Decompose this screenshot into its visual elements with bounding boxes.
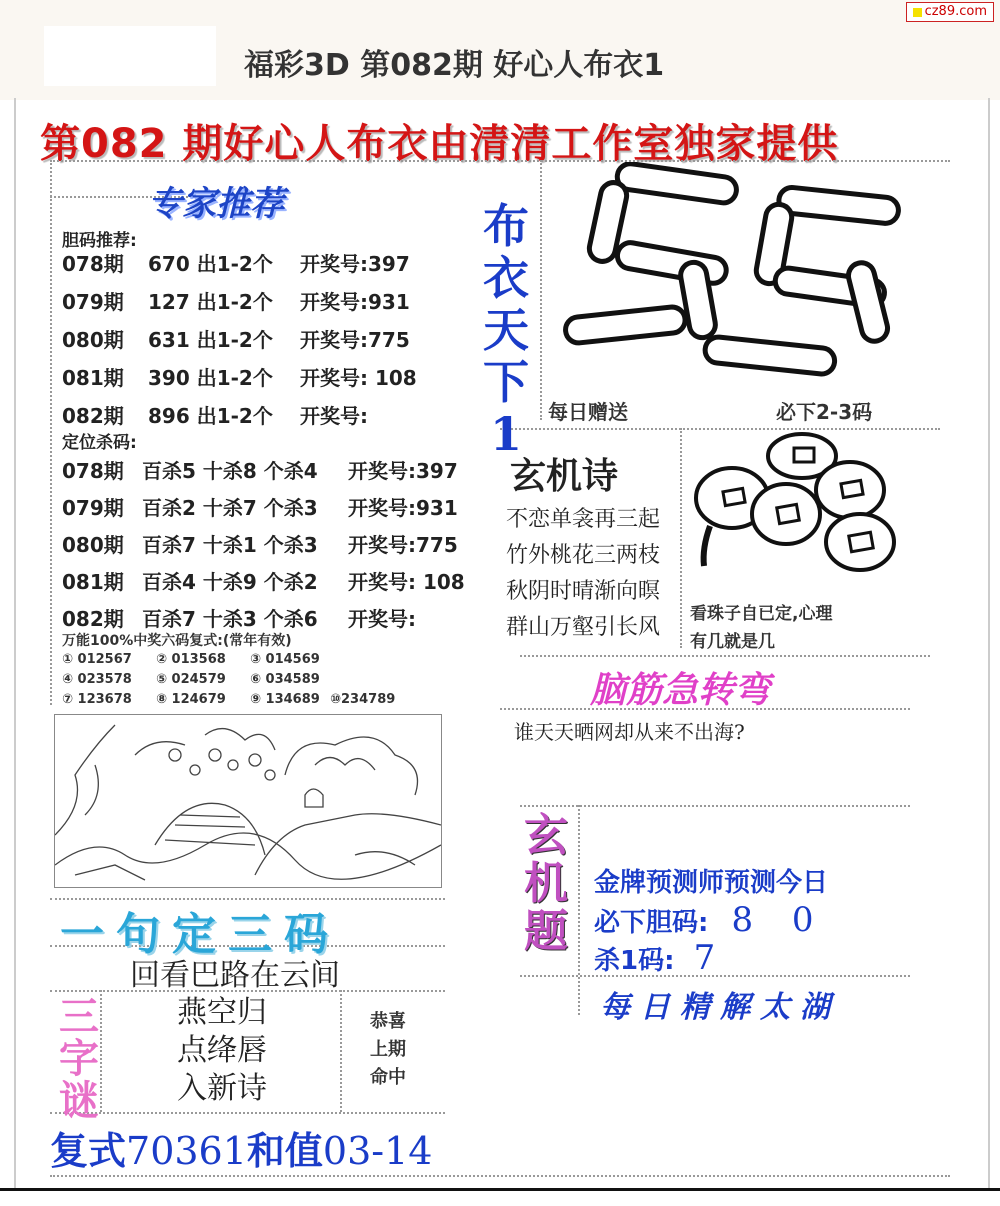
issue: 082期 xyxy=(62,404,124,428)
beads-caption xyxy=(690,600,832,656)
kill-rows xyxy=(62,455,465,631)
fushi-value: 70361 xyxy=(126,1129,247,1173)
congrats-line: 命中 xyxy=(370,1067,406,1088)
kill-nums: 百杀5 十杀8 个杀4 xyxy=(142,459,318,483)
six-code-row xyxy=(62,672,320,687)
coins-drawing xyxy=(690,430,900,600)
poem-line: 秋阴时晴渐向暝 xyxy=(506,579,661,604)
kill-row xyxy=(62,603,465,631)
must-dan-value: 8 0 xyxy=(731,900,828,940)
draw: 开奖号:397 xyxy=(348,459,458,483)
xjt-char: 题 xyxy=(524,906,568,957)
divider xyxy=(680,428,682,648)
szm-char: 谜 xyxy=(59,1078,99,1124)
xjt-char: 玄 xyxy=(524,810,568,861)
six-code: ⑨ 134689 xyxy=(250,692,320,707)
dan-row xyxy=(62,400,417,430)
kill-one-label: 杀1码: xyxy=(594,946,675,976)
issue: 080期 xyxy=(62,533,124,557)
dan-row xyxy=(62,362,417,400)
expert-title: 专家推荐 xyxy=(148,184,284,224)
six-code: ① 012567 xyxy=(62,652,132,667)
poem-line: 群山万壑引长风 xyxy=(506,615,661,640)
brain-teaser-title: 脑筋急转弯 xyxy=(590,670,771,711)
six-code: ② 013568 xyxy=(156,652,226,667)
congrats-line: 上期 xyxy=(370,1039,406,1060)
draw: 开奖号: 108 xyxy=(300,366,417,390)
six-code: ⑥ 034589 xyxy=(250,672,320,687)
kill-row xyxy=(62,529,465,566)
stick-drawing xyxy=(555,162,935,390)
divider xyxy=(50,1175,950,1177)
dan-row xyxy=(62,324,417,362)
caption-line: 有几就是几 xyxy=(690,632,775,652)
six-code-row xyxy=(62,692,395,707)
szm-char: 三 xyxy=(59,994,99,1040)
one-sentence-text: 回看巴路在云间 xyxy=(130,958,340,993)
draw: 开奖号:775 xyxy=(300,328,410,352)
issue: 079期 xyxy=(62,496,124,520)
six-code: ⑤ 024579 xyxy=(156,672,226,687)
issue: 081期 xyxy=(62,366,124,390)
site-tag[interactable] xyxy=(906,2,994,22)
kill-one-line xyxy=(594,938,729,978)
riddle-line: 燕空归 xyxy=(177,995,267,1030)
banner-title: 第082 期好心人布衣由清清工作室独家提供 xyxy=(40,121,839,167)
six-code: ⑦ 123678 xyxy=(62,692,132,707)
draw: 开奖号: xyxy=(348,607,416,631)
must-dan-line xyxy=(594,900,828,940)
gift-daily: 每日赠送 xyxy=(548,400,628,424)
draw: 开奖号:397 xyxy=(300,252,410,276)
one-sentence-title: 一句定三码 xyxy=(60,909,340,960)
buyi-char: 天 xyxy=(483,303,529,357)
site-tag-text: cz89.com xyxy=(924,4,987,19)
six-code: ⑧ 124679 xyxy=(156,692,226,707)
xjt-char: 机 xyxy=(524,858,568,909)
issue: 078期 xyxy=(62,252,124,276)
bottom-border xyxy=(0,1188,1000,1206)
congrats-line: 恭喜 xyxy=(370,1011,406,1032)
dan-row xyxy=(62,286,417,324)
divider xyxy=(578,805,580,1015)
xuanji-poem-title: 玄机诗 xyxy=(510,456,619,497)
kill-nums: 百杀4 十杀9 个杀2 xyxy=(142,570,318,594)
kill-label: 定位杀码: xyxy=(62,433,137,453)
poem-line: 竹外桃花三两枝 xyxy=(506,543,661,568)
buyi-vertical-title xyxy=(476,200,536,460)
beads-illustration xyxy=(690,430,900,600)
kill-nums: 百杀2 十杀7 个杀3 xyxy=(142,496,318,520)
landscape-drawing xyxy=(55,715,441,887)
caption-line: 看珠子自已定,心理 xyxy=(690,604,833,624)
draw: 开奖号: xyxy=(300,404,368,428)
divider xyxy=(50,160,52,705)
dan-rows xyxy=(62,248,417,430)
issue: 079期 xyxy=(62,290,124,314)
six-code: ③ 014569 xyxy=(250,652,320,667)
xuanji-poem xyxy=(506,502,660,646)
kill-one-value: 7 xyxy=(693,938,730,978)
kill-row xyxy=(62,566,465,603)
draw: 开奖号:931 xyxy=(348,496,458,520)
dan-nums: 127 出1-2个 xyxy=(148,290,273,314)
hezhi-value: 03-14 xyxy=(322,1129,433,1173)
dan-nums: 670 出1-2个 xyxy=(148,252,273,276)
buyi-char: 下 xyxy=(483,355,529,409)
dan-nums: 896 出1-2个 xyxy=(148,404,273,428)
issue: 081期 xyxy=(62,570,124,594)
buyi-char: 布 xyxy=(483,199,529,253)
riddle-line: 入新诗 xyxy=(177,1071,267,1106)
kill-nums: 百杀7 十杀1 个杀3 xyxy=(142,533,318,557)
draw: 开奖号:931 xyxy=(300,290,410,314)
kill-row xyxy=(62,455,465,492)
riddle-line: 点绛唇 xyxy=(177,1033,267,1068)
issue: 080期 xyxy=(62,328,124,352)
buyi-char: 衣 xyxy=(483,251,529,305)
fushi-label: 复式 xyxy=(50,1129,127,1173)
six-code: ④ 023578 xyxy=(62,672,132,687)
dan-nums: 631 出1-2个 xyxy=(148,328,273,352)
logo-placeholder xyxy=(44,26,216,86)
page-title: 福彩3D 第082期 好心人布衣1 xyxy=(244,48,665,83)
hezhi-label: 和值 xyxy=(246,1129,323,1173)
szm-char: 字 xyxy=(59,1036,99,1082)
landscape-illustration xyxy=(54,714,442,888)
three-char-riddle-title xyxy=(54,996,104,1122)
dan-label: 胆码推荐: xyxy=(62,231,137,251)
divider xyxy=(340,990,342,1112)
buyi-char: 1 xyxy=(489,407,522,461)
brain-teaser-question: 谁天天晒网却从来不出海? xyxy=(514,720,745,744)
yellow-square-icon xyxy=(913,8,922,17)
issue: 082期 xyxy=(62,607,124,631)
gold-predictor-line: 金牌预测师预测今日 xyxy=(594,868,829,898)
xuanji-question-title xyxy=(516,812,576,956)
poem-line: 不恋单衾再三起 xyxy=(506,507,661,532)
three-char-riddle-lines xyxy=(122,994,322,1108)
divider xyxy=(50,1112,445,1114)
daily-taihu: 每日精解太湖 xyxy=(600,990,840,1025)
kill-row xyxy=(62,492,465,529)
issue: 078期 xyxy=(62,459,124,483)
dan-nums: 390 出1-2个 xyxy=(148,366,273,390)
six-code-row xyxy=(62,652,320,667)
draw: 开奖号:775 xyxy=(348,533,458,557)
kill-nums: 百杀7 十杀3 个杀6 xyxy=(142,607,318,631)
must-dan-label: 必下胆码: xyxy=(594,908,709,938)
draw: 开奖号: 108 xyxy=(348,570,465,594)
stick-number-illustration xyxy=(555,162,935,390)
dan-row xyxy=(62,248,417,286)
gift-must: 必下2-3码 xyxy=(776,400,873,424)
divider xyxy=(540,160,542,420)
congrats-hit xyxy=(358,1008,418,1092)
six-code-label: 万能100%中奖六码复式:(常年有效) xyxy=(62,633,292,649)
fushi-line xyxy=(50,1120,432,1175)
six-code: ⑩234789 xyxy=(330,692,396,707)
